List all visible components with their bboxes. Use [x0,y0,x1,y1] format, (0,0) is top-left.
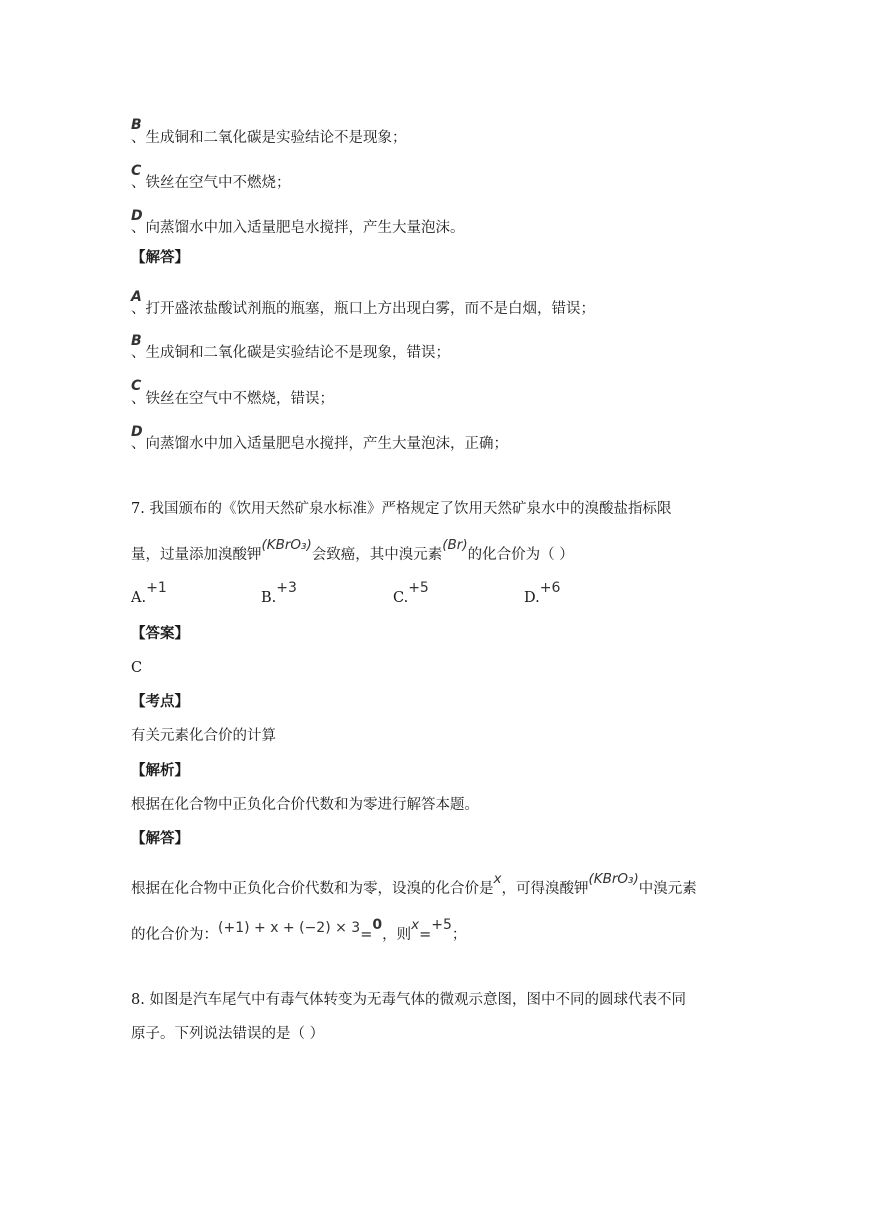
option-letter-c: C [131,163,142,179]
solution-heading: 【解答】 [131,830,189,847]
question-7-line-1: 7. 我国颁布的《饮用天然矿泉水标准》严格规定了饮用天然矿泉水中的溴酸盐指标限 [131,501,672,517]
choice-value: +3 [276,580,297,596]
zero-value: 0 [372,917,383,933]
key-point-heading: 【考点】 [131,693,189,710]
solution-line-2 [131,917,467,945]
formula-kbro3: (KBrO₃) [588,871,639,887]
option-letter-d: D [131,424,143,440]
statement-c: 、铁丝在空气中不燃烧，错误； [131,391,334,407]
formula-br: (Br) [442,537,468,553]
question-7-line-2 [131,537,574,565]
choice-label: A. [131,590,147,606]
solution-text: 的化合价为： [131,927,218,943]
solution-text: ，可得溴酸钾 [501,881,589,897]
choice-value: +1 [146,580,167,596]
analysis-text: 根据在化合物中正负化合价代数和为零进行解答本题。 [131,797,479,813]
statement-a: 、打开盛浓盐酸试剂瓶的瓶塞，瓶口上方出现白雾，而不是白烟，错误； [131,301,595,317]
statement-d: 、向蒸馏水中加入适量肥皂水搅拌，产生大量泡沫。 [131,220,465,236]
answer-value: C [131,660,143,676]
result-value: +5 [431,917,452,933]
solution-text: ，则 [382,927,412,943]
choice-label: D. [524,590,540,606]
variable-x: x [411,917,420,933]
equation: (+1) + x + (−2) × 3 [218,920,361,936]
choice-label: C. [393,590,409,606]
statement-c: 、铁丝在空气中不燃烧； [131,175,291,191]
question-8-line-2: 原子。下列说法错误的是（ ） [131,1026,325,1042]
answer-heading: 【答案】 [131,625,189,642]
choice-value: +6 [539,580,561,596]
analysis-heading: 【解析】 [131,762,189,779]
option-letter-b: B [131,117,142,133]
question-text: 会致癌，其中溴元素 [311,547,443,563]
question-text: 量，过量添加溴酸钾 [131,547,262,563]
question-8-line-1: 8. 如图是汽车尾气中有毒气体转变为无毒气体的微观示意图，图中不同的圆球代表不同 [131,992,686,1008]
option-letter-a: A [131,289,142,305]
choice-label: B. [261,590,277,606]
question-text: 的化合价为（ ） [467,547,574,563]
formula-kbro3: (KBrO₃) [261,537,312,553]
solution-text: 中溴元素 [638,881,697,897]
equals-sign: = [419,927,432,943]
solution-text: ； [451,927,467,943]
statement-b: 、生成铜和二氧化碳是实验结论不是现象； [131,130,407,146]
option-letter-c: C [131,378,142,394]
statement-d: 、向蒸馏水中加入适量肥皂水搅拌，产生大量泡沫，正确； [131,436,508,452]
choice-a [131,580,167,606]
statement-b: 、生成铜和二氧化碳是实验结论不是现象，错误； [131,345,450,361]
choice-value: +5 [408,580,429,596]
variable-x: x [493,871,502,887]
equals-sign: = [360,927,373,943]
solution-text: 根据在化合物中正负化合价代数和为零，设溴的化合价是 [131,881,494,897]
answer-heading: 【解答】 [131,249,189,266]
key-point-text: 有关元素化合价的计算 [131,728,276,744]
choice-b [261,580,297,606]
option-letter-b: B [131,333,142,349]
choice-d [524,580,561,606]
choice-c [393,580,429,606]
solution-line-1 [131,871,697,899]
option-letter-d: D [131,208,143,224]
